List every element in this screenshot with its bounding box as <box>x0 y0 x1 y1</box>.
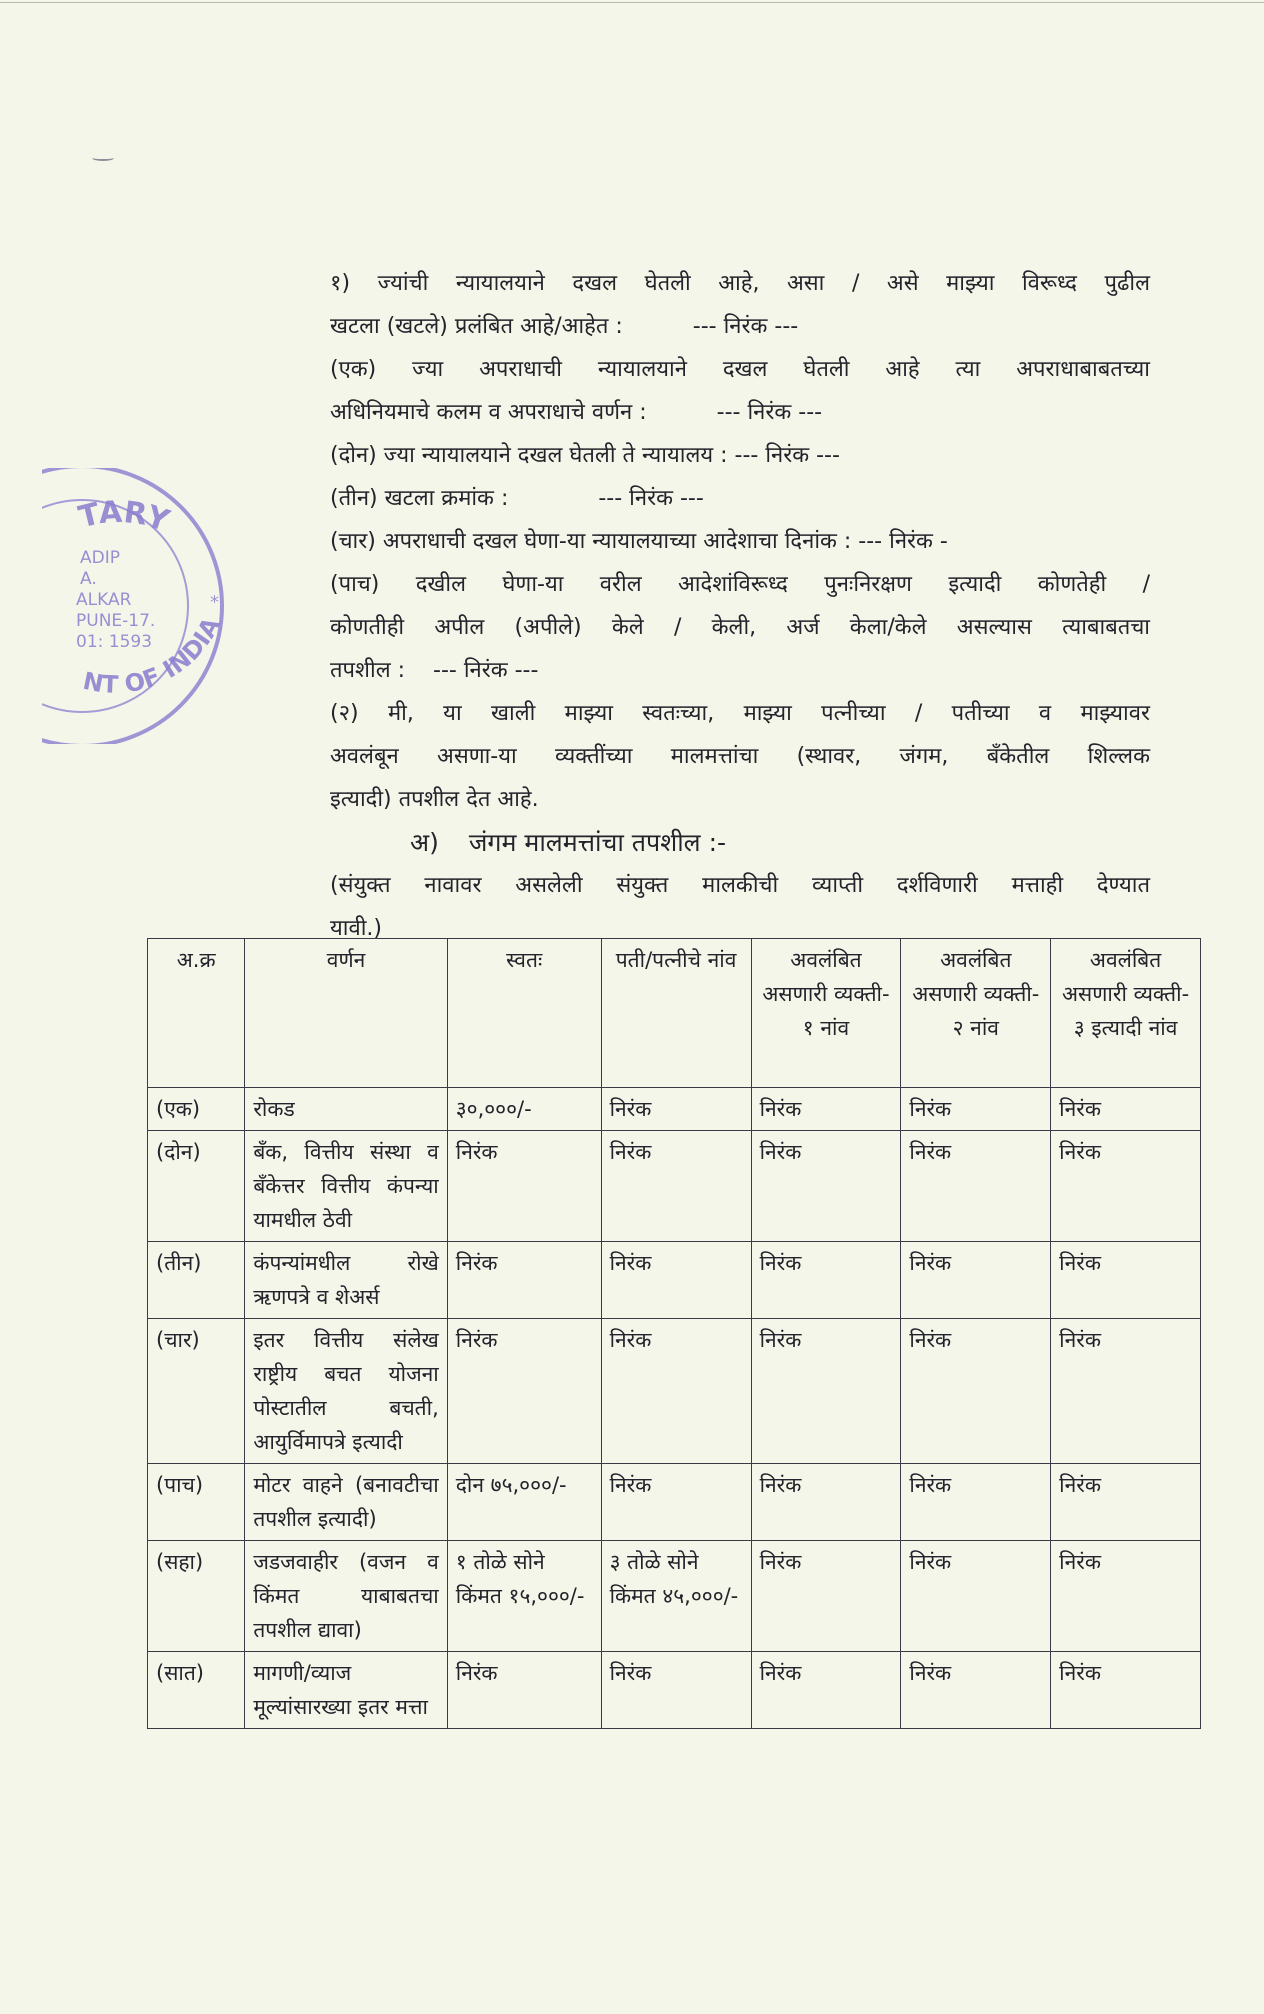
cell-description: जडजवाहीर (वजन व किंमत याबाबतचा तपशील द्यावा) <box>245 1541 447 1652</box>
cell-self: निरंक <box>447 1131 601 1242</box>
cell-self: ३०,०००/- <box>447 1088 601 1131</box>
header-description: वर्णन <box>245 939 447 1088</box>
cell-description: कंपन्यांमधील रोखे ऋणपत्रे व शेअर्स <box>245 1242 447 1319</box>
header-self: स्वतः <box>447 939 601 1088</box>
notary-stamp <box>42 468 232 744</box>
cell-dependent-1: निरंक <box>751 1131 901 1242</box>
cell-dependent-1: निरंक <box>751 1541 901 1652</box>
cell-description: रोकड <box>245 1088 447 1131</box>
cell-description: इतर वित्तीय संलेख राष्ट्रीय बचत योजना पोस्टातील बचती, आयुर्विमापत्रे इत्यादी <box>245 1319 447 1464</box>
cell-dependent-3: निरंक <box>1051 1242 1201 1319</box>
cell-dependent-2: निरंक <box>901 1088 1051 1131</box>
cell-self: निरंक <box>447 1319 601 1464</box>
cell-dependent-3: निरंक <box>1051 1319 1201 1464</box>
header-dependent-2: अवलंबित असणारी व्यक्ती- २ नांव <box>901 939 1051 1088</box>
table-row <box>148 1541 1201 1652</box>
svg-text:*: * <box>210 592 219 613</box>
table-row <box>148 1319 1201 1464</box>
para1-line2-nil: --- निरंक --- <box>692 314 799 339</box>
stamp-line-5: 01: 1593 <box>76 632 153 652</box>
cell-dependent-1: निरंक <box>751 1652 901 1729</box>
teen-nil: --- निरंक --- <box>598 486 704 511</box>
cell-self: १ तोळे सोने किंमत १५,०००/- <box>447 1541 601 1652</box>
note-line2: यावी.) <box>330 916 382 941</box>
header-dependent-3: अवलंबित असणारी व्यक्ती- ३ इत्यादी नांव <box>1051 939 1201 1088</box>
para2-line3: इत्यादी) तपशील देत आहे. <box>330 787 539 812</box>
pach-line3-nil: --- निरंक --- <box>433 658 539 683</box>
cell-description: मागणी/व्याज मूल्यांसारख्या इतर मत्ता <box>245 1652 447 1729</box>
table-row <box>148 1088 1201 1131</box>
teen-line <box>330 477 1150 520</box>
cell-spouse: निरंक <box>601 1088 751 1131</box>
cell-spouse: ३ तोळे सोने किंमत ४५,०००/- <box>601 1541 751 1652</box>
cell-dependent-2: निरंक <box>901 1131 1051 1242</box>
svg-text:TARY <box>75 495 174 540</box>
cell-self: निरंक <box>447 1242 601 1319</box>
para1-line2 <box>330 305 1150 348</box>
movable-assets-heading <box>330 821 1150 864</box>
cell-dependent-3: निरंक <box>1051 1652 1201 1729</box>
header-dependent-1: अवलंबित असणारी व्यक्ती- १ नांव <box>751 939 901 1088</box>
cell-serial: (एक) <box>148 1088 245 1131</box>
cell-self: निरंक <box>447 1652 601 1729</box>
stamp-line-3: ALKAR <box>76 590 132 610</box>
stamp-circle-icon <box>42 468 232 744</box>
ek-line1: (एक) ज्या अपराधाची न्यायालयाने दखल घेतली आहे त्या अपराधाबाबतच्या <box>330 357 1150 382</box>
header-serial: अ.क्र <box>148 939 245 1088</box>
stamp-line-4: PUNE-17. <box>76 611 156 631</box>
cell-description: मोटर वाहने (बनावटीचा तपशील इत्यादी) <box>245 1464 447 1541</box>
cell-serial: (सात) <box>148 1652 245 1729</box>
cell-dependent-1: निरंक <box>751 1088 901 1131</box>
table-row <box>148 1652 1201 1729</box>
table-row <box>148 1242 1201 1319</box>
note-line1: (संयुक्त नावावर असलेली संयुक्त मालकीची व्याप्ती दर्शविणारी मत्ताही देण्यात <box>330 873 1150 898</box>
heading-text: जंगम मालमत्तांचा तपशील :- <box>468 828 727 857</box>
top-border-line <box>0 2 1264 3</box>
stamp-line-1: ADIP <box>80 548 120 568</box>
cell-dependent-2: निरंक <box>901 1319 1051 1464</box>
cell-serial: (पाच) <box>148 1464 245 1541</box>
cell-dependent-2: निरंक <box>901 1541 1051 1652</box>
para2-line1: (२) मी, या खाली माझ्या स्वतःच्या, माझ्या पत्नीच्या / पतीच्या व माझ्यावर <box>330 701 1150 726</box>
pach-line2: कोणतीही अपील (अपीले) केले / केली, अर्ज केला/केले असल्यास त्याबाबतचा <box>330 615 1150 640</box>
heading-label: अ) <box>410 828 439 857</box>
cell-description: बँक, वित्तीय संस्था व बँकेत्तर वित्तीय कंपन्या यामधील ठेवी <box>245 1131 447 1242</box>
cell-dependent-3: निरंक <box>1051 1464 1201 1541</box>
cell-dependent-3: निरंक <box>1051 1131 1201 1242</box>
char-line: (चार) अपराधाची दखल घेणा-या न्यायालयाच्या आदेशाचा दिनांक : --- निरंक - <box>330 529 948 554</box>
ek-line2-nil: --- निरंक --- <box>716 400 823 425</box>
table-header-row <box>148 939 1201 1088</box>
cell-dependent-1: निरंक <box>751 1464 901 1541</box>
cell-serial: (सहा) <box>148 1541 245 1652</box>
cell-dependent-2: निरंक <box>901 1652 1051 1729</box>
cell-spouse: निरंक <box>601 1242 751 1319</box>
para2-line2: अवलंबून असणा-या व्यक्तींच्या मालमत्तांचा (स्थावर, जंगम, बँकेतील शिल्लक <box>330 744 1150 769</box>
table-row <box>148 1464 1201 1541</box>
pach-line3 <box>330 649 1150 692</box>
cell-dependent-2: निरंक <box>901 1464 1051 1541</box>
stamp-arc-bottom: NT OF INDIA <box>80 612 226 699</box>
cell-serial: (दोन) <box>148 1131 245 1242</box>
don-line: (दोन) ज्या न्यायालयाने दखल घेतली ते न्यायालय : --- निरंक --- <box>330 443 840 468</box>
cell-serial: (चार) <box>148 1319 245 1464</box>
cell-self: दोन ७५,०००/- <box>447 1464 601 1541</box>
cell-spouse: निरंक <box>601 1131 751 1242</box>
pen-mark <box>92 155 114 161</box>
ek-line2 <box>330 391 1150 434</box>
cell-spouse: निरंक <box>601 1652 751 1729</box>
cell-dependent-1: निरंक <box>751 1319 901 1464</box>
teen-label: (तीन) खटला क्रमांक : <box>330 486 509 511</box>
pach-line3-label: तपशील : <box>330 658 406 683</box>
cell-dependent-3: निरंक <box>1051 1541 1201 1652</box>
cell-dependent-3: निरंक <box>1051 1088 1201 1131</box>
table-row <box>148 1131 1201 1242</box>
cell-dependent-2: निरंक <box>901 1242 1051 1319</box>
ek-line2-label: अधिनियमाचे कलम व अपराधाचे वर्णन : <box>330 400 647 425</box>
stamp-line-2: A. <box>80 569 97 589</box>
declaration-text <box>330 262 1150 950</box>
cell-serial: (तीन) <box>148 1242 245 1319</box>
header-spouse: पती/पत्नीचे नांव <box>601 939 751 1088</box>
cell-spouse: निरंक <box>601 1464 751 1541</box>
cell-spouse: निरंक <box>601 1319 751 1464</box>
movable-assets-table <box>147 938 1201 1729</box>
stamp-arc-top: TARY <box>75 494 174 540</box>
para1-line2-label: खटला (खटले) प्रलंबित आहे/आहेत : <box>330 314 623 339</box>
cell-dependent-1: निरंक <box>751 1242 901 1319</box>
pach-line1: (पाच) दखील घेणा-या वरील आदेशांविरूध्द पुनःनिरक्षण इत्यादी कोणतेही / <box>330 572 1150 597</box>
para1-line1: १) ज्यांची न्यायालयाने दखल घेतली आहे, असा / असे माझ्या विरूध्द पुढील <box>330 271 1150 296</box>
